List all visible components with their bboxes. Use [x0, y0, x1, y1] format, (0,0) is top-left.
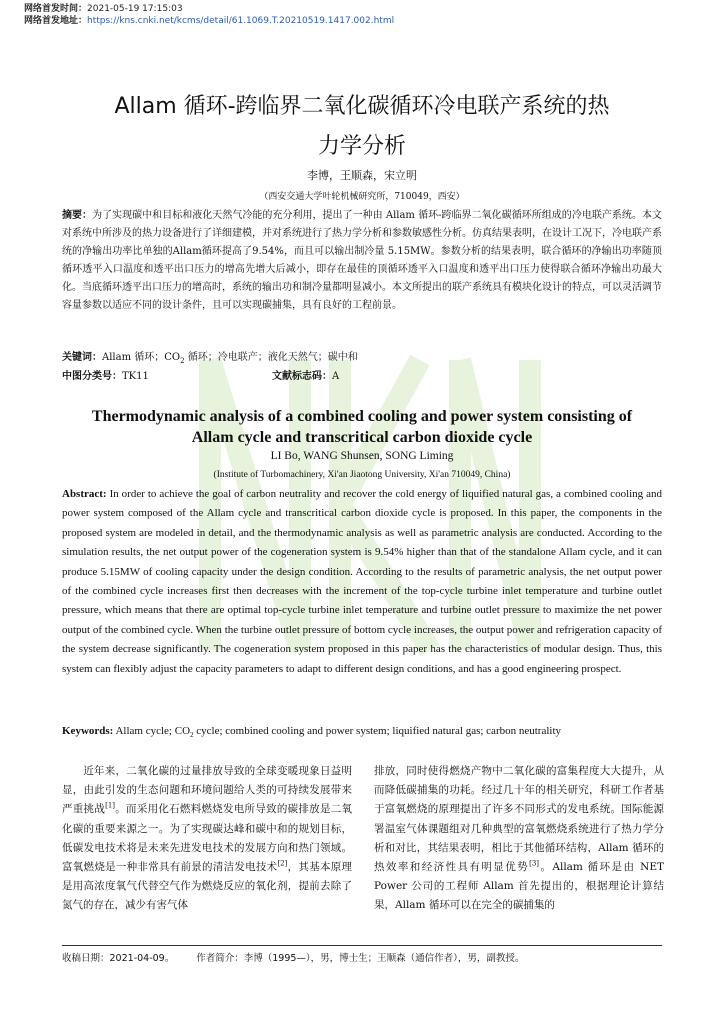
footnote-rule [62, 945, 662, 946]
footnote [62, 952, 524, 966]
affiliation-cn: （西安交通大学叶轮机械研究所，710049，西安） [259, 192, 465, 202]
doc-code-value: A [332, 371, 340, 382]
keywords-cn-label: 关键词： [62, 352, 102, 363]
abstract-cn-label: 摘要： [62, 210, 93, 221]
publish-time-line [24, 3, 183, 15]
keywords-cn-sub: 2 [180, 357, 185, 365]
keywords-en-text-a: Allam cycle; CO [115, 725, 191, 737]
keywords-en [62, 722, 662, 744]
left-col-text-c: ，其基本原理是用高浓度氧气代替空气作为燃烧反应的氧化剂，提前去除了氮气的存在，减少有害气体 [62, 861, 353, 912]
left-col-text-a: 近年来，二氧化碳的过量排放导致的全球变暖现象日益明显，由此引发的生态问题和环境问题给人类的可持续发展带来严重挑战 [62, 765, 352, 816]
abstract-cn [62, 207, 662, 315]
left-col-text-b: 。而采用化石燃料燃烧发电所导致的碳排放是二氧化碳的重要来源之一。为了实现碳达峰和碳中和的规划目标，低碳发电技术将是未来先进发电技术的发展方向和热门领域。富氧燃烧是一种非常具有前景的清洁发电技术 [62, 803, 353, 874]
publish-url-label: 网络首发地址： [24, 16, 88, 26]
keywords-cn-text-a: Allam 循环；CO [102, 352, 181, 363]
abstract-en-text: In order to achieve the goal of carbon neutrality and recover the cold energy of liquified natural gas, a combined cooling and power system composed of the Allam cycle and transcritical carbon dioxide cycle is proposed. In this paper, the components in the proposed system are modeled in detail, and the thermodynamic analysis as well as parametric analysis are conducted. According to the simulation results, the net output power of the cogeneration system is 9.54% higher than that of the standalone Allam cycle, and it can produce 5.15MW of cooling capacity under the design condition. According to the results of parametric analysis, the net output power of the combined cycle increases first then decreases with the increment of the top-cycle turbine inlet temperature and turbine outlet pressure, which means that there are optimal top-cycle turbine inlet temperature and turbine outlet pressure to maximize the net power output of the combined cycle. When the turbine outlet pressure of bottom cycle increases, the output power and refrigeration capacity of the system decrease significantly. The cogeneration system proposed in this paper has the characteristics of modular design. Thus, this system can flexibly adjust the capacity parameters to adapt to different design conditions, and has a good engineering prospect. [62, 488, 663, 675]
received-label: 收稿日期： [62, 953, 110, 964]
right-col-text-a: 排放，同时使得燃烧产物中二氧化碳的富集程度大大提升，从而降低碳捕集的功耗。经过几十年的相关研究，科研工作者基于富氧燃烧的原理提出了许多不同形式的发电系统。国际能源署温室气体课题组对几种典型的富氧燃烧系统进行了热力学分析和对比，其结果表明，相比于其他循环结构，Allam 循环的热效率和经济性具有明显优势 [374, 765, 664, 874]
received-date: 2021-04-09。 [109, 953, 175, 964]
abstract-cn-text: 为了实现碳中和目标和液化天然气冷能的充分利用，提出了一种由 Allam 循环-跨临界二氧化碳循环所组成的冷电联产系统。本文对系统中所涉及的热力设备进行了详细建模，并对系统进行了热力学分析和参数敏感性分析。仿真结果表明，在设计工况下，冷电联产系统的净输出功率比单独的Allam循环提高了9.54%，而且可以输出制冷量 5.15MW。参数分析的结果表明，联合循环的净输出功率随顶循环透平入口温度和透平出口压力的增高先增大后减小，即存在最佳的顶循环透平入口温度和透平出口压力使得联合循环净输出功最大化。当底循环透平出口压力的增高时，系统的输出功和制冷量都明显减小。本文所提出的联产系统具有模块化设计的特点，可以灵活调节容量参数以适应不同的设计条件，且可以实现碳捕集，具有良好的工程前景。 [62, 210, 662, 311]
affiliation-en: (Institute of Turbomachinery, Xi'an Jiaotong University, Xi'an 710049, China) [213, 470, 511, 480]
keywords-en-sub: 2 [190, 731, 194, 740]
title-en-line2: Allam cycle and transcritical carbon dioxide cycle [191, 429, 533, 446]
keywords-en-text-b: cycle; combined cooling and power system; liquified natural gas; carbon neutrality [193, 725, 562, 737]
ref-3[interactable]: [3] [529, 859, 540, 868]
bio-text: 李博（1995—），男，博士生；王顺森（通信作者），男，副教授。 [243, 953, 525, 964]
authors-cn: 李博，王顺森，宋立明 [307, 169, 417, 182]
ref-2[interactable]: [2] [277, 859, 288, 868]
keywords-en-label: Keywords: [62, 725, 114, 737]
clc-label: 中图分类号： [62, 371, 122, 382]
publish-url-link[interactable]: https://kns.cnki.net/kcms/detail/61.1069.T.20210519.1417.002.html [87, 16, 395, 26]
clc-value: TK11 [122, 371, 149, 382]
abstract-en [62, 485, 662, 679]
body-left-column [62, 762, 352, 916]
keywords-cn-text-b: 循环；冷电联产；液化天然气；碳中和 [184, 352, 358, 363]
title-cn-line2: 力学分析 [317, 134, 406, 159]
bio-label: 作者简介： [196, 953, 244, 964]
body-right-column [374, 762, 664, 916]
doc-code-label: 文献标志码： [272, 371, 332, 382]
publish-url-line [24, 15, 394, 27]
keywords-cn [62, 349, 358, 370]
right-col-text-b: 。Allam 循环是由 NET Power 公司的工程师 Allam 首先提出的，根据理论计算结果，Allam 循环可以在完全的碳捕集的 [374, 861, 665, 912]
title-cn-line1: Allam 循环-跨临界二氧化碳循环冷电联产系统的热 [114, 94, 610, 119]
clc-line [62, 368, 149, 386]
publish-time: 2021-05-19 17:15:03 [87, 4, 183, 14]
ref-1[interactable]: [1] [105, 801, 116, 810]
publish-time-label: 网络首发时间： [24, 4, 88, 14]
authors-en: LI Bo, WANG Shunsen, SONG Liming [270, 450, 454, 462]
doc-code-line [272, 368, 339, 386]
title-en-line1: Thermodynamic analysis of a combined cooling and power system consisting of [91, 408, 633, 425]
abstract-en-label: Abstract: [62, 488, 107, 500]
